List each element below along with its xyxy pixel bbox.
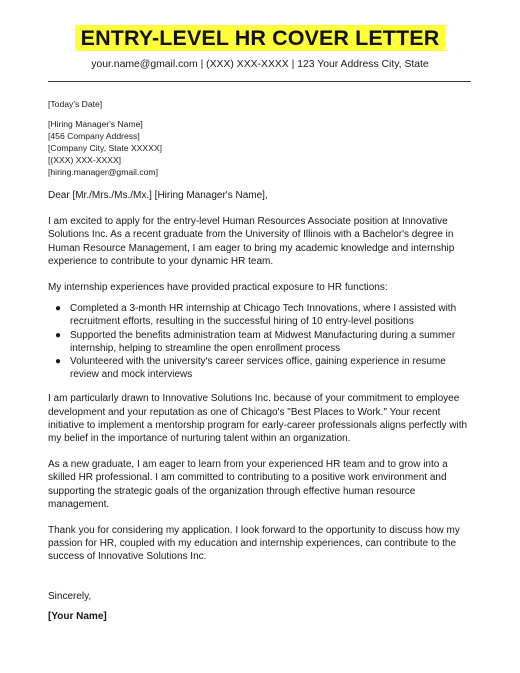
recipient-block bbox=[48, 118, 473, 178]
bullet-icon: ● bbox=[55, 303, 62, 315]
title-wrapper bbox=[0, 25, 520, 51]
contact-line: your.name@gmail.com | (XXX) XXX-XXXX | 123 Your Address City, State bbox=[91, 59, 429, 70]
letter-body bbox=[48, 98, 473, 623]
experience-list bbox=[48, 302, 473, 381]
letter-date: [Today's Date] bbox=[48, 99, 103, 109]
document-title: ENTRY-LEVEL HR COVER LETTER bbox=[75, 25, 446, 51]
closing: Sincerely, bbox=[48, 590, 92, 602]
paragraph-thanks: Thank you for considering my application. I look forward to the opportunity to discuss how my passion for HR, coupled with my education and internship experiences, can contribute to the success of Innovative Solutions Inc. bbox=[48, 525, 460, 563]
recipient-name: [Hiring Manager's Name] bbox=[48, 119, 143, 129]
salutation: Dear [Mr./Mrs./Ms./Mx.] [Hiring Manager's Name], bbox=[48, 190, 268, 201]
list-item-text: Volunteered with the university's career services office, gaining experience in resume review and mock interviews bbox=[70, 356, 446, 381]
recipient-phone: [(XXX) XXX-XXXX] bbox=[48, 155, 122, 165]
paragraph-intro: I am excited to apply for the entry-level Human Resources Associate position at Innovative Solutions Inc. As a recent graduate from the University of Illinois with a Bachelor's degree in Human Resource Management, I am eager to bring my academic knowledge and internship experience to contribute to your dynamic HR team. bbox=[48, 216, 455, 267]
list-item-text: Supported the benefits administration team at Midwest Manufacturing during a summer internship, helping to streamline the open enrollment process bbox=[70, 329, 456, 354]
recipient-address: [456 Company Address] bbox=[48, 131, 140, 141]
list-item bbox=[55, 329, 473, 355]
bullet-icon: ● bbox=[55, 329, 62, 341]
list-item-text: Completed a 3-month HR internship at Chicago Tech Innovations, where I assisted with recruitment efforts, resulting in the successful hiring of 10 entry-level positions bbox=[70, 303, 457, 328]
paragraph-company-interest: I am particularly drawn to Innovative Solutions Inc. because of your commitment to employee development and your reputation as one of Chicago's "Best Places to Work." Your recent initiative to implement a mentorship program for early-career professionals aligns perfectly with my belief in the importance of nurturing talent within an organization. bbox=[48, 393, 468, 445]
header-divider bbox=[48, 81, 471, 82]
list-item bbox=[55, 355, 473, 381]
recipient-city: [Company City, State XXXXX] bbox=[48, 143, 162, 153]
bullet-icon: ● bbox=[55, 356, 62, 368]
paragraph-growth: As a new graduate, I am eager to learn from your experienced HR team and to grow into a skilled HR professional. I am committed to contributing to a positive work environment and supporting the strategic goals of the organization through effective human resource management. bbox=[48, 459, 448, 510]
recipient-email: [hiring.manager@gmail.com] bbox=[48, 167, 158, 177]
list-item bbox=[55, 302, 473, 328]
paragraph-experience-lead: My internship experiences have provided practical exposure to HR functions: bbox=[48, 282, 388, 294]
signature-name: [Your Name] bbox=[48, 610, 107, 622]
